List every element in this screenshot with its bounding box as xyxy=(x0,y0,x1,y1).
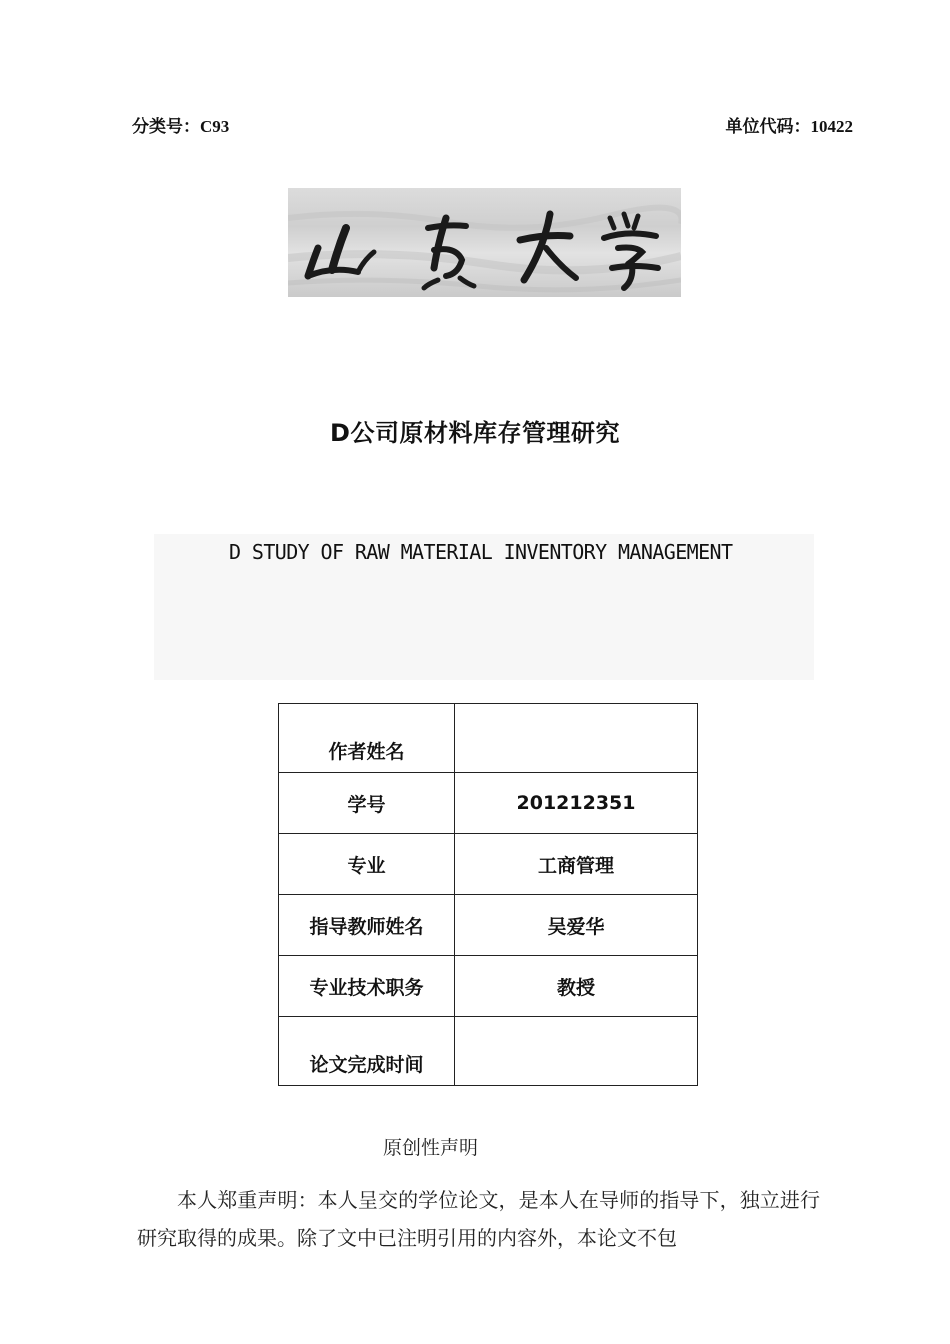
thesis-title-english-box xyxy=(154,534,814,680)
author-info-table xyxy=(278,703,698,1086)
major-label: 专业 xyxy=(279,834,455,895)
table-row xyxy=(279,1017,698,1086)
unit-code: 单位代码：10422 xyxy=(725,117,853,136)
major-value: 工商管理 xyxy=(455,834,698,895)
table-row xyxy=(279,834,698,895)
table-row xyxy=(279,956,698,1017)
advisor-title-value: 教授 xyxy=(455,956,698,1017)
student-id-label: 学号 xyxy=(279,773,455,834)
declaration-body: 本人郑重声明：本人呈交的学位论文，是本人在导师的指导下，独立进行研究取得的成果。除了文中已注明引用的内容外，本论文不包 xyxy=(137,1188,820,1250)
advisor-name-label: 指导教师姓名 xyxy=(279,895,455,956)
student-id-value: 201212351 xyxy=(455,773,698,834)
classification-number: 分类号：C93 xyxy=(132,117,230,136)
thesis-title-english: D STUDY OF RAW MATERIAL INVENTORY MANAGEMENT xyxy=(229,540,733,564)
advisor-title-label: 专业技术职务 xyxy=(279,956,455,1017)
table-row xyxy=(279,895,698,956)
author-name-value xyxy=(455,704,698,773)
table-row xyxy=(279,773,698,834)
university-logo xyxy=(288,188,681,297)
table-row xyxy=(279,704,698,773)
completion-date-label: 论文完成时间 xyxy=(279,1017,455,1086)
declaration-title: 原创性声明 xyxy=(383,1137,479,1159)
completion-date-value xyxy=(455,1017,698,1086)
author-name-label: 作者姓名 xyxy=(279,704,455,773)
advisor-name-value: 吴爱华 xyxy=(455,895,698,956)
calligraphy-logo-icon xyxy=(288,188,681,297)
thesis-title-chinese: D公司原材料库存管理研究 xyxy=(330,419,620,447)
